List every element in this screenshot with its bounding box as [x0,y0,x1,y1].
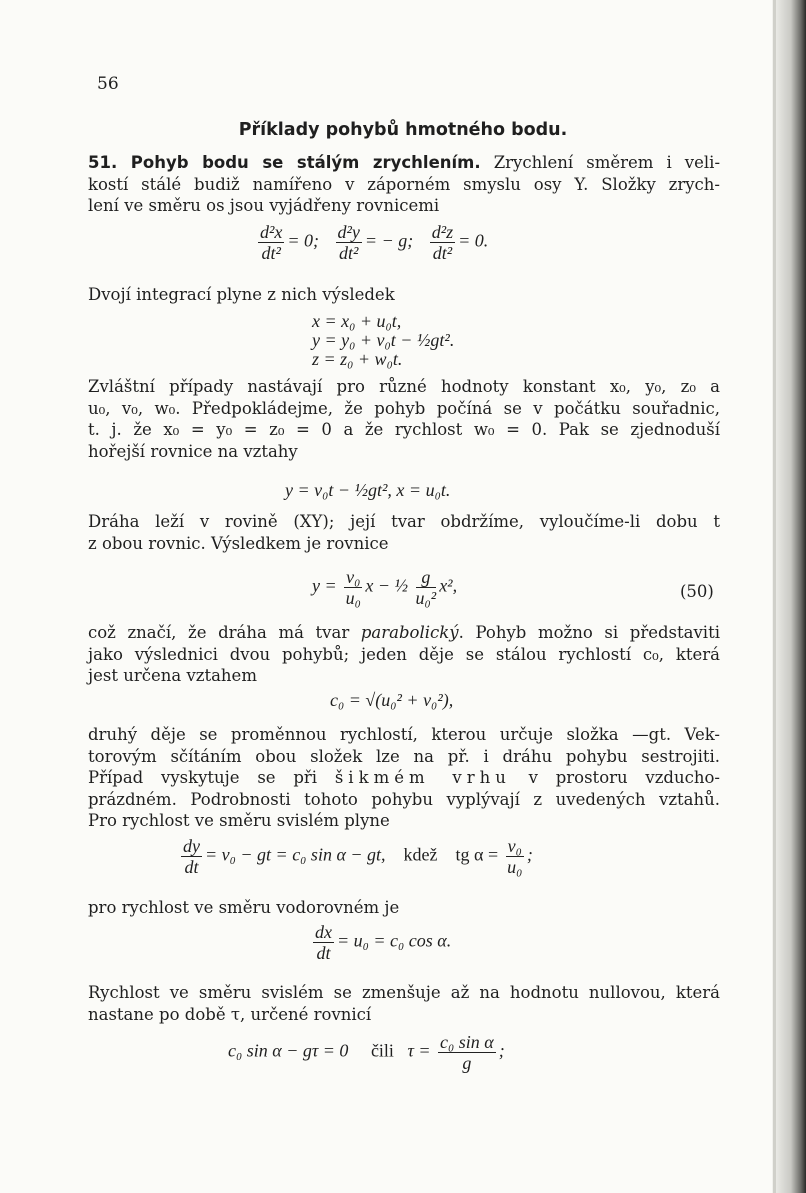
equation-velocity: c₀ = √(u₀² + v₀²), [330,690,454,710]
equation-integrated: x = x₀ + u₀t, y = y₀ + v₀t − ½gt². z = z₀ + w₀t. [312,311,455,369]
paragraph-special-cases: Zvláštní případy nastávají pro různé hodnoty konstant x₀, y₀, z₀ a u₀, v₀, w₀. Předpokládejme, že pohyb počíná se v počátku souřadnic, t. j. že x₀ = y₀ = z₀ = 0 a že rychlost w₀ = 0. Pak se zjednoduší hořejší rovnice na vztahy [88,377,720,461]
page-number: 56 [97,74,119,94]
paragraph-intro: 51. Pohyb bodu se stálým zrychlením. Zrychlení směrem i veli- kostí stálé budiž namířeno v záporném smyslu osy Y. Složky zrych- lení ve směru os jsou vyjádřeny rovnicemi [88,153,721,215]
equation-time-tau: c₀ sin α − gτ = 0 čili τ = $\frac{\text{c₀ sin α}}{g}$ ; [228,1032,505,1073]
paragraph-horizontal: pro rychlost ve směru vodorovném je [88,898,400,917]
equation-number: (50) [680,582,714,601]
equation-acceleration: $\frac{\text{d²x}}{\text{dt²}}$ = 0; $\frac{\text{d²y}}{\text{dt²}}$ = − g; $\frac{\text{d²z}}{\text{dt²}}$ = 0. [260,222,489,263]
paragraph-parabolic: což značí, že dráha má tvar parabolický. Pohyb možno si představiti jako výslednici dvou pohybů; jeden děje se stálou rychlostí c₀, která jest určena vztahem [88,623,720,685]
section-title: Příklady pohybů hmotného bodu. [238,120,568,140]
paragraph-components: druhý děje se proměnnou rychlostí, kterou určuje složka —gt. Vek- torovým sčítáním obou složek lze na př. i dráhu pohybu sestrojiti. Případ vyskytuje se při šikmém vrhu v prostoru vzducho- prázdném. Podrobnosti tohoto pohybu vyplývají z uvedených vztahů. Pro rychlost ve směru svislém plyne [88,725,720,830]
paragraph-zero-velocity: Rychlost ve směru svislém se zmenšuje až na hodnotu nullovou, která nastane po době τ, určené rovnicí [88,983,720,1024]
equation-vertical-velocity: $\frac{dy}{dt}$ = v₀ − gt = c₀ sin α − gt, kdež tg α = $\frac{\text{v₀}}{\text{u₀}}$ ; [183,836,533,877]
equation-horizontal-velocity: $\frac{dx}{dt}$ = u₀ = c₀ cos α. [315,922,452,963]
paragraph-integration: Dvojí integrací plyne z nich výsledek [88,285,395,304]
subsection-heading: 51. Pohyb bodu se stálým zrychlením. [88,153,481,172]
page-edge-shadow [772,0,806,1193]
page-edge-line [773,0,776,1193]
equation-simplified: y = v₀t − ½gt², x = u₀t. [285,480,451,500]
paragraph-trajectory: Dráha leží v rovině (XY); její tvar obdržíme, vyloučíme-li dobu t z obou rovnic. Výsledkem je rovnice [88,512,720,553]
equation-parabola: y = $\frac{\text{v₀}}{\text{u₀}}$ x − ½ $\frac{g}{\text{u₀²}}$ x², [312,567,458,608]
